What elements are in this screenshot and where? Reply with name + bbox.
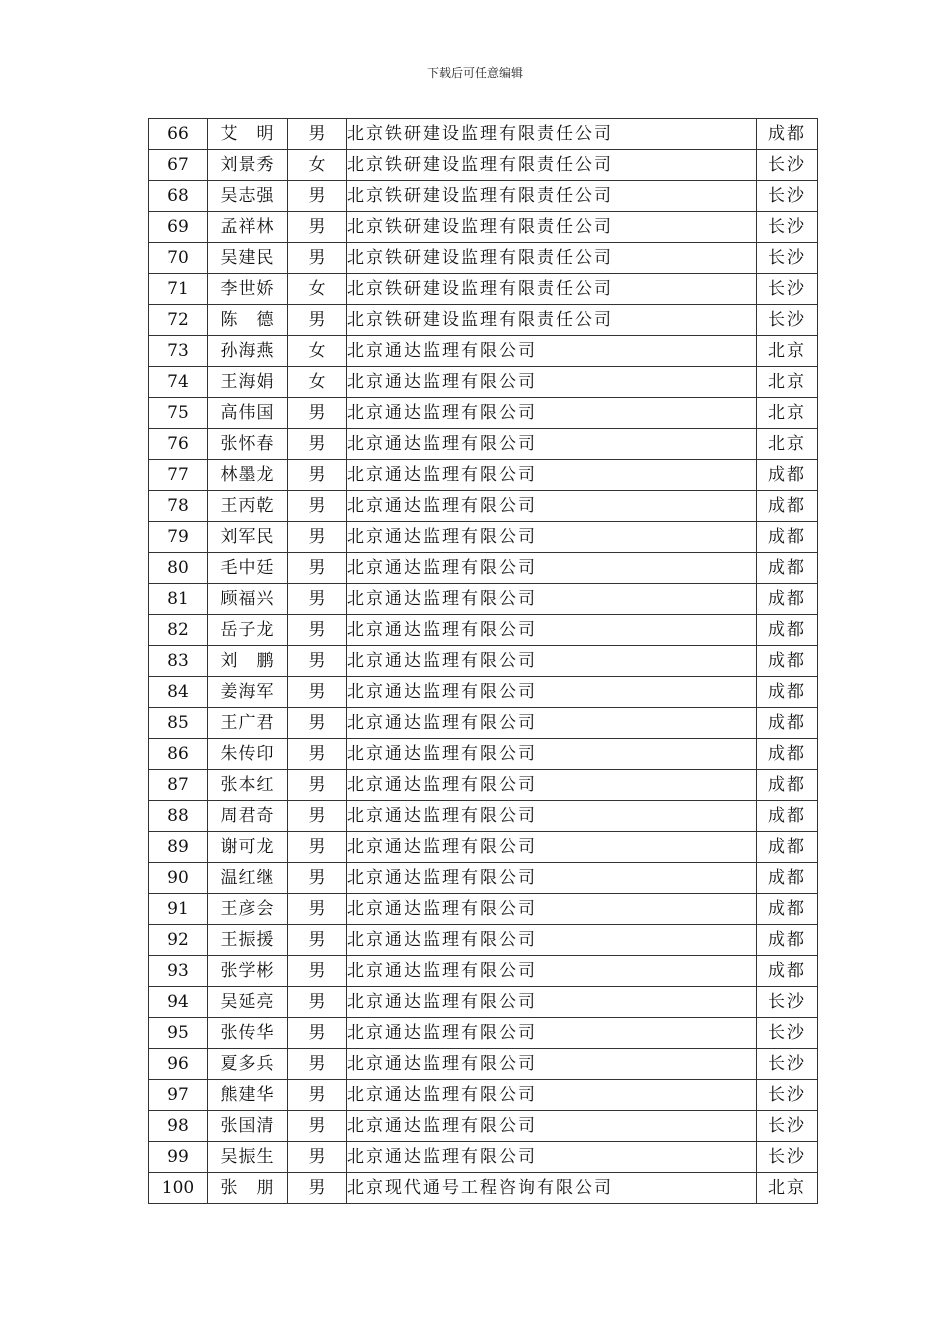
company-name-cell: 北京通达监理有限公司 xyxy=(347,1080,757,1111)
row-number-cell: 73 xyxy=(149,336,208,367)
person-name-cell: 王丙乾 xyxy=(208,491,288,522)
company-name-cell: 北京通达监理有限公司 xyxy=(347,1142,757,1173)
gender-cell: 男 xyxy=(288,1049,347,1080)
person-name-cell: 刘 鹏 xyxy=(208,646,288,677)
table-row xyxy=(149,925,818,956)
person-name-cell: 熊建华 xyxy=(208,1080,288,1111)
gender-cell: 男 xyxy=(288,181,347,212)
gender-cell: 男 xyxy=(288,243,347,274)
table-row xyxy=(149,894,818,925)
table-row xyxy=(149,615,818,646)
gender-cell: 男 xyxy=(288,1080,347,1111)
gender-cell: 男 xyxy=(288,1111,347,1142)
gender-cell: 男 xyxy=(288,491,347,522)
gender-cell: 女 xyxy=(288,336,347,367)
person-name-cell: 顾福兴 xyxy=(208,584,288,615)
person-name-cell: 高伟国 xyxy=(208,398,288,429)
row-number-cell: 69 xyxy=(149,212,208,243)
gender-cell: 男 xyxy=(288,925,347,956)
row-number-cell: 85 xyxy=(149,708,208,739)
row-number-cell: 88 xyxy=(149,801,208,832)
row-number-cell: 84 xyxy=(149,677,208,708)
city-cell: 北京 xyxy=(757,336,818,367)
city-cell: 成都 xyxy=(757,119,818,150)
company-name-cell: 北京通达监理有限公司 xyxy=(347,460,757,491)
company-name-cell: 北京通达监理有限公司 xyxy=(347,367,757,398)
table-row xyxy=(149,646,818,677)
city-cell: 成都 xyxy=(757,522,818,553)
person-name-cell: 张本红 xyxy=(208,770,288,801)
company-name-cell: 北京通达监理有限公司 xyxy=(347,398,757,429)
company-name-cell: 北京通达监理有限公司 xyxy=(347,1049,757,1080)
city-cell: 成都 xyxy=(757,801,818,832)
table-row xyxy=(149,677,818,708)
table-row xyxy=(149,553,818,584)
row-number-cell: 70 xyxy=(149,243,208,274)
city-cell: 长沙 xyxy=(757,212,818,243)
table-row xyxy=(149,522,818,553)
row-number-cell: 95 xyxy=(149,1018,208,1049)
gender-cell: 男 xyxy=(288,1018,347,1049)
roster-table xyxy=(148,118,818,1204)
person-name-cell: 刘景秀 xyxy=(208,150,288,181)
table-row xyxy=(149,832,818,863)
person-name-cell: 夏多兵 xyxy=(208,1049,288,1080)
city-cell: 长沙 xyxy=(757,181,818,212)
company-name-cell: 北京通达监理有限公司 xyxy=(347,336,757,367)
gender-cell: 男 xyxy=(288,894,347,925)
gender-cell: 男 xyxy=(288,460,347,491)
gender-cell: 男 xyxy=(288,615,347,646)
gender-cell: 女 xyxy=(288,367,347,398)
company-name-cell: 北京铁研建设监理有限责任公司 xyxy=(347,212,757,243)
gender-cell: 男 xyxy=(288,832,347,863)
person-name-cell: 周君奇 xyxy=(208,801,288,832)
gender-cell: 男 xyxy=(288,584,347,615)
company-name-cell: 北京铁研建设监理有限责任公司 xyxy=(347,150,757,181)
gender-cell: 男 xyxy=(288,553,347,584)
city-cell: 成都 xyxy=(757,708,818,739)
table-row xyxy=(149,1049,818,1080)
gender-cell: 男 xyxy=(288,398,347,429)
row-number-cell: 97 xyxy=(149,1080,208,1111)
roster-body xyxy=(149,119,818,1204)
page-header-note: 下载后可任意编辑 xyxy=(426,66,523,80)
city-cell: 长沙 xyxy=(757,243,818,274)
row-number-cell: 83 xyxy=(149,646,208,677)
city-cell: 成都 xyxy=(757,894,818,925)
table-row xyxy=(149,584,818,615)
gender-cell: 男 xyxy=(288,1173,347,1204)
city-cell: 成都 xyxy=(757,646,818,677)
city-cell: 长沙 xyxy=(757,1049,818,1080)
city-cell: 长沙 xyxy=(757,1111,818,1142)
row-number-cell: 86 xyxy=(149,739,208,770)
gender-cell: 男 xyxy=(288,987,347,1018)
row-number-cell: 96 xyxy=(149,1049,208,1080)
city-cell: 成都 xyxy=(757,739,818,770)
row-number-cell: 89 xyxy=(149,832,208,863)
table-row xyxy=(149,336,818,367)
row-number-cell: 99 xyxy=(149,1142,208,1173)
person-name-cell: 温红继 xyxy=(208,863,288,894)
city-cell: 成都 xyxy=(757,956,818,987)
row-number-cell: 81 xyxy=(149,584,208,615)
company-name-cell: 北京通达监理有限公司 xyxy=(347,677,757,708)
row-number-cell: 76 xyxy=(149,429,208,460)
table-row xyxy=(149,429,818,460)
city-cell: 成都 xyxy=(757,863,818,894)
table-row xyxy=(149,274,818,305)
company-name-cell: 北京铁研建设监理有限责任公司 xyxy=(347,305,757,336)
table-row xyxy=(149,398,818,429)
person-name-cell: 张国清 xyxy=(208,1111,288,1142)
row-number-cell: 74 xyxy=(149,367,208,398)
person-name-cell: 毛中廷 xyxy=(208,553,288,584)
person-name-cell: 王广君 xyxy=(208,708,288,739)
gender-cell: 男 xyxy=(288,522,347,553)
company-name-cell: 北京通达监理有限公司 xyxy=(347,925,757,956)
company-name-cell: 北京通达监理有限公司 xyxy=(347,584,757,615)
table-row xyxy=(149,1080,818,1111)
company-name-cell: 北京铁研建设监理有限责任公司 xyxy=(347,243,757,274)
row-number-cell: 80 xyxy=(149,553,208,584)
row-number-cell: 100 xyxy=(149,1173,208,1204)
city-cell: 成都 xyxy=(757,491,818,522)
city-cell: 北京 xyxy=(757,429,818,460)
row-number-cell: 77 xyxy=(149,460,208,491)
table-row xyxy=(149,243,818,274)
person-name-cell: 张怀春 xyxy=(208,429,288,460)
table-row xyxy=(149,150,818,181)
table-row xyxy=(149,305,818,336)
company-name-cell: 北京通达监理有限公司 xyxy=(347,832,757,863)
person-name-cell: 吴建民 xyxy=(208,243,288,274)
table-row xyxy=(149,367,818,398)
row-number-cell: 72 xyxy=(149,305,208,336)
company-name-cell: 北京通达监理有限公司 xyxy=(347,770,757,801)
row-number-cell: 67 xyxy=(149,150,208,181)
table-row xyxy=(149,460,818,491)
person-name-cell: 王振援 xyxy=(208,925,288,956)
city-cell: 长沙 xyxy=(757,150,818,181)
table-row xyxy=(149,1018,818,1049)
row-number-cell: 68 xyxy=(149,181,208,212)
row-number-cell: 71 xyxy=(149,274,208,305)
gender-cell: 男 xyxy=(288,708,347,739)
gender-cell: 男 xyxy=(288,429,347,460)
gender-cell: 男 xyxy=(288,119,347,150)
person-name-cell: 艾 明 xyxy=(208,119,288,150)
company-name-cell: 北京铁研建设监理有限责任公司 xyxy=(347,119,757,150)
company-name-cell: 北京现代通号工程咨询有限公司 xyxy=(347,1173,757,1204)
company-name-cell: 北京铁研建设监理有限责任公司 xyxy=(347,274,757,305)
table-row xyxy=(149,181,818,212)
gender-cell: 女 xyxy=(288,150,347,181)
table-row xyxy=(149,708,818,739)
row-number-cell: 94 xyxy=(149,987,208,1018)
gender-cell: 男 xyxy=(288,863,347,894)
person-name-cell: 吴志强 xyxy=(208,181,288,212)
row-number-cell: 78 xyxy=(149,491,208,522)
row-number-cell: 93 xyxy=(149,956,208,987)
city-cell: 成都 xyxy=(757,553,818,584)
gender-cell: 男 xyxy=(288,739,347,770)
table-row xyxy=(149,212,818,243)
gender-cell: 男 xyxy=(288,646,347,677)
row-number-cell: 66 xyxy=(149,119,208,150)
city-cell: 长沙 xyxy=(757,1018,818,1049)
city-cell: 成都 xyxy=(757,770,818,801)
city-cell: 长沙 xyxy=(757,987,818,1018)
gender-cell: 男 xyxy=(288,212,347,243)
person-name-cell: 张传华 xyxy=(208,1018,288,1049)
person-name-cell: 刘军民 xyxy=(208,522,288,553)
row-number-cell: 91 xyxy=(149,894,208,925)
gender-cell: 男 xyxy=(288,305,347,336)
row-number-cell: 90 xyxy=(149,863,208,894)
company-name-cell: 北京通达监理有限公司 xyxy=(347,708,757,739)
city-cell: 长沙 xyxy=(757,305,818,336)
person-name-cell: 张 朋 xyxy=(208,1173,288,1204)
person-name-cell: 孟祥林 xyxy=(208,212,288,243)
gender-cell: 男 xyxy=(288,770,347,801)
company-name-cell: 北京通达监理有限公司 xyxy=(347,894,757,925)
city-cell: 长沙 xyxy=(757,1080,818,1111)
city-cell: 成都 xyxy=(757,584,818,615)
gender-cell: 男 xyxy=(288,1142,347,1173)
city-cell: 成都 xyxy=(757,832,818,863)
person-name-cell: 林墨龙 xyxy=(208,460,288,491)
person-name-cell: 姜海军 xyxy=(208,677,288,708)
person-name-cell: 吴延亮 xyxy=(208,987,288,1018)
company-name-cell: 北京通达监理有限公司 xyxy=(347,429,757,460)
company-name-cell: 北京通达监理有限公司 xyxy=(347,987,757,1018)
city-cell: 成都 xyxy=(757,677,818,708)
city-cell: 北京 xyxy=(757,1173,818,1204)
company-name-cell: 北京通达监理有限公司 xyxy=(347,646,757,677)
table-row xyxy=(149,801,818,832)
company-name-cell: 北京通达监理有限公司 xyxy=(347,1018,757,1049)
row-number-cell: 98 xyxy=(149,1111,208,1142)
person-name-cell: 张学彬 xyxy=(208,956,288,987)
company-name-cell: 北京通达监理有限公司 xyxy=(347,615,757,646)
city-cell: 成都 xyxy=(757,925,818,956)
person-name-cell: 王海娟 xyxy=(208,367,288,398)
person-name-cell: 李世娇 xyxy=(208,274,288,305)
city-cell: 长沙 xyxy=(757,274,818,305)
city-cell: 成都 xyxy=(757,460,818,491)
person-name-cell: 岳子龙 xyxy=(208,615,288,646)
table-row xyxy=(149,987,818,1018)
company-name-cell: 北京通达监理有限公司 xyxy=(347,522,757,553)
city-cell: 长沙 xyxy=(757,1142,818,1173)
gender-cell: 男 xyxy=(288,801,347,832)
city-cell: 北京 xyxy=(757,398,818,429)
table-row xyxy=(149,1142,818,1173)
city-cell: 成都 xyxy=(757,615,818,646)
table-row xyxy=(149,956,818,987)
table-row xyxy=(149,491,818,522)
row-number-cell: 79 xyxy=(149,522,208,553)
table-row xyxy=(149,863,818,894)
company-name-cell: 北京通达监理有限公司 xyxy=(347,801,757,832)
company-name-cell: 北京通达监理有限公司 xyxy=(347,956,757,987)
row-number-cell: 75 xyxy=(149,398,208,429)
company-name-cell: 北京铁研建设监理有限责任公司 xyxy=(347,181,757,212)
person-name-cell: 孙海燕 xyxy=(208,336,288,367)
person-name-cell: 谢可龙 xyxy=(208,832,288,863)
row-number-cell: 87 xyxy=(149,770,208,801)
company-name-cell: 北京通达监理有限公司 xyxy=(347,553,757,584)
company-name-cell: 北京通达监理有限公司 xyxy=(347,491,757,522)
gender-cell: 女 xyxy=(288,274,347,305)
table-row xyxy=(149,739,818,770)
table-row xyxy=(149,1173,818,1204)
row-number-cell: 92 xyxy=(149,925,208,956)
person-name-cell: 朱传印 xyxy=(208,739,288,770)
row-number-cell: 82 xyxy=(149,615,208,646)
table-row xyxy=(149,119,818,150)
gender-cell: 男 xyxy=(288,677,347,708)
table-row xyxy=(149,1111,818,1142)
company-name-cell: 北京通达监理有限公司 xyxy=(347,739,757,770)
table-row xyxy=(149,770,818,801)
gender-cell: 男 xyxy=(288,956,347,987)
company-name-cell: 北京通达监理有限公司 xyxy=(347,1111,757,1142)
company-name-cell: 北京通达监理有限公司 xyxy=(347,863,757,894)
person-name-cell: 吴振生 xyxy=(208,1142,288,1173)
person-name-cell: 陈 德 xyxy=(208,305,288,336)
person-name-cell: 王彦会 xyxy=(208,894,288,925)
city-cell: 北京 xyxy=(757,367,818,398)
